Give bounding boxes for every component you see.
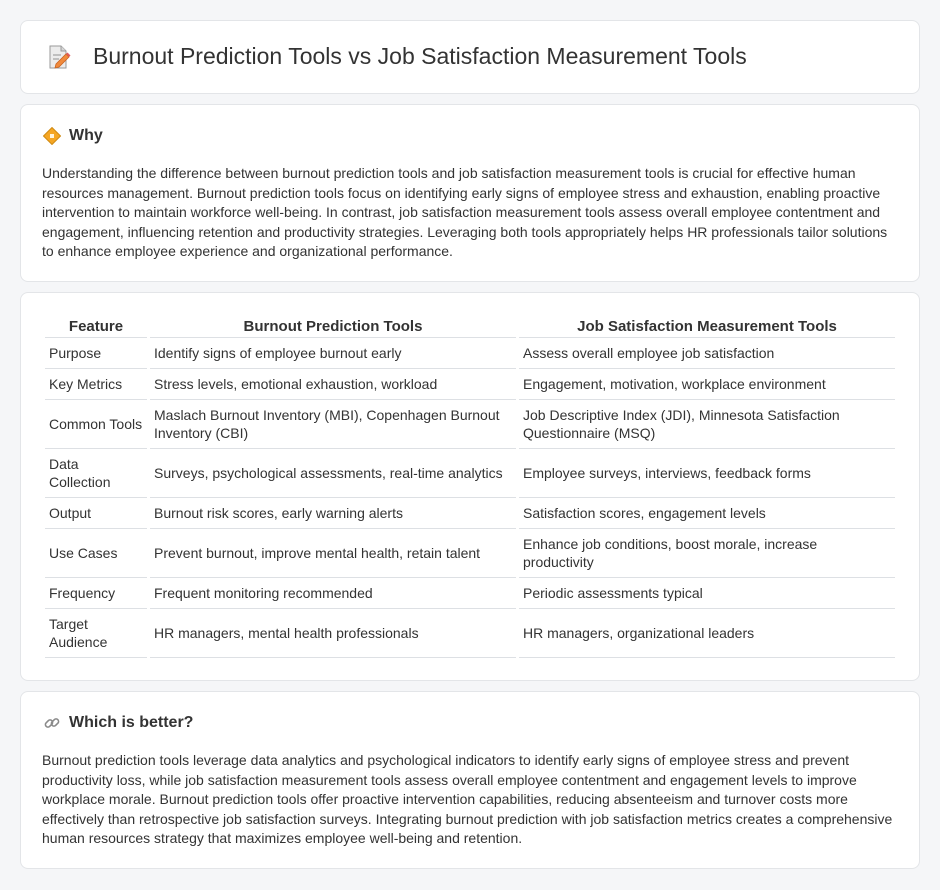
burnout-cell: HR managers, mental health professionals bbox=[150, 609, 516, 658]
satisfaction-cell: Engagement, motivation, workplace environment bbox=[519, 369, 895, 400]
feature-cell: Purpose bbox=[45, 338, 147, 369]
burnout-cell: Burnout risk scores, early warning alerts bbox=[150, 498, 516, 529]
why-text: Understanding the difference between burnout prediction tools and job satisfaction measurement tools is crucial for effective human resources management. Burnout prediction tools focus on identifying early signs of employee stress and exhaustion, enabling proactive intervention to maintain workforce well-being. In contrast, job satisfaction measurement tools assess overall employee contentment and engagement, influencing retention and productivity strategies. Leveraging both tools appropriately helps HR professionals tailor solutions to enhance employee experience and organizational performance. bbox=[42, 165, 888, 260]
satisfaction-cell: Satisfaction scores, engagement levels bbox=[519, 498, 895, 529]
burnout-cell: Frequent monitoring recommended bbox=[150, 578, 516, 609]
link-icon bbox=[43, 714, 61, 732]
feature-cell: Common Tools bbox=[45, 400, 147, 449]
feature-cell: Use Cases bbox=[45, 529, 147, 578]
feature-cell: Frequency bbox=[45, 578, 147, 609]
column-header-burnout: Burnout Prediction Tools bbox=[150, 315, 516, 338]
satisfaction-cell: Assess overall employee job satisfaction bbox=[519, 338, 895, 369]
table-row bbox=[45, 449, 895, 498]
header-card bbox=[20, 20, 920, 94]
table-row bbox=[45, 609, 895, 658]
feature-cell: Target Audience bbox=[45, 609, 147, 658]
table-row bbox=[45, 578, 895, 609]
comparison-section bbox=[20, 292, 920, 681]
satisfaction-cell: Employee surveys, interviews, feedback forms bbox=[519, 449, 895, 498]
page-title: Burnout Prediction Tools vs Job Satisfaction Measurement Tools bbox=[93, 43, 747, 69]
burnout-cell: Surveys, psychological assessments, real-time analytics bbox=[150, 449, 516, 498]
comparison-table bbox=[42, 315, 898, 658]
burnout-cell: Identify signs of employee burnout early bbox=[150, 338, 516, 369]
column-header-feature: Feature bbox=[45, 315, 147, 338]
which-is-better-title: Which is better? bbox=[69, 714, 194, 731]
satisfaction-cell: Periodic assessments typical bbox=[519, 578, 895, 609]
document-edit-icon bbox=[47, 44, 71, 70]
feature-cell: Data Collection bbox=[45, 449, 147, 498]
which-is-better-text: Burnout prediction tools leverage data analytics and psychological indicators to identify early signs of employee stress and prevent productivity loss, while job satisfaction measurement tools assess overall employee contentment and engagement levels to improve workplace morale. Burnout prediction tools offer proactive intervention capabilities, reducing absenteeism and turnover costs more effectively than retrospective job satisfaction surveys. Integrating burnout prediction with job satisfaction metrics creates a comprehensive human resources strategy that maximizes employee well-being and retention. bbox=[42, 752, 893, 847]
satisfaction-cell: Job Descriptive Index (JDI), Minnesota Satisfaction Questionnaire (MSQ) bbox=[519, 400, 895, 449]
table-row bbox=[45, 529, 895, 578]
why-section bbox=[20, 104, 920, 282]
table-row bbox=[45, 400, 895, 449]
burnout-cell: Stress levels, emotional exhaustion, workload bbox=[150, 369, 516, 400]
feature-cell: Output bbox=[45, 498, 147, 529]
feature-cell: Key Metrics bbox=[45, 369, 147, 400]
satisfaction-cell: Enhance job conditions, boost morale, increase productivity bbox=[519, 529, 895, 578]
table-row bbox=[45, 498, 895, 529]
table-row bbox=[45, 338, 895, 369]
table-row bbox=[45, 369, 895, 400]
table-header-row bbox=[45, 315, 895, 338]
column-header-satisfaction: Job Satisfaction Measurement Tools bbox=[519, 315, 895, 338]
diamond-sign-icon bbox=[43, 127, 61, 145]
burnout-cell: Prevent burnout, improve mental health, retain talent bbox=[150, 529, 516, 578]
which-is-better-section bbox=[20, 691, 920, 869]
burnout-cell: Maslach Burnout Inventory (MBI), Copenhagen Burnout Inventory (CBI) bbox=[150, 400, 516, 449]
satisfaction-cell: HR managers, organizational leaders bbox=[519, 609, 895, 658]
why-title: Why bbox=[69, 127, 103, 144]
